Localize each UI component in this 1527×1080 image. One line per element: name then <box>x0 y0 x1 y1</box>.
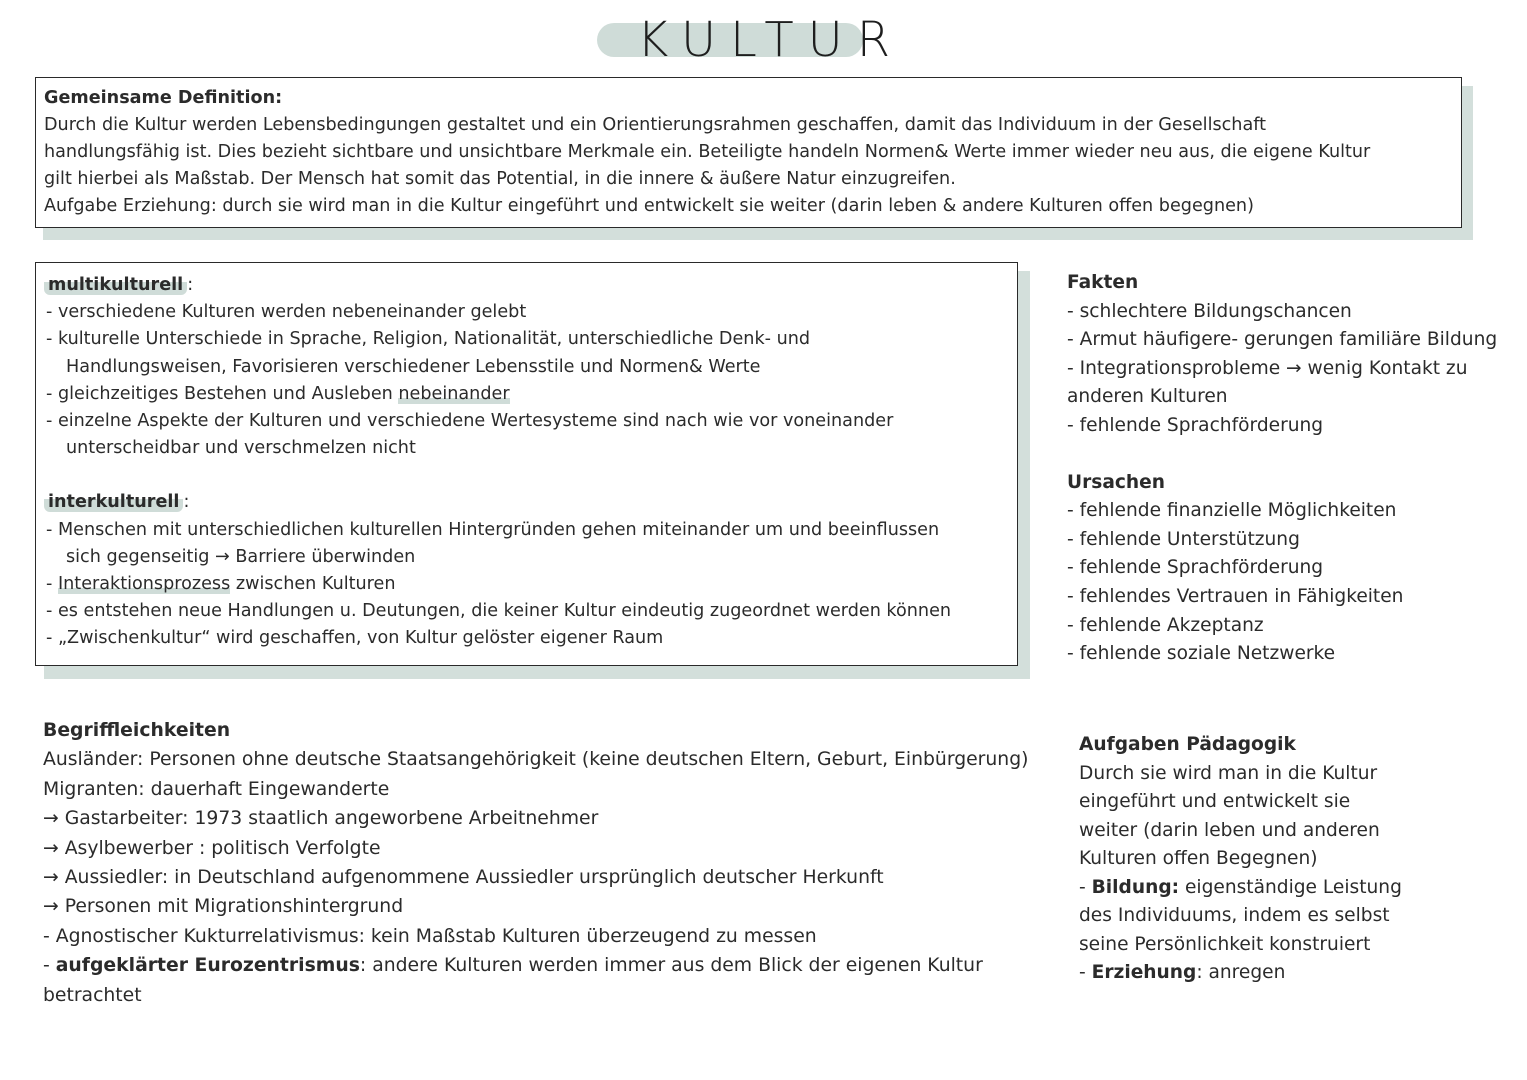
interkulturell-heading: interkulturell <box>44 492 183 512</box>
definition-line: Durch die Kultur werden Lebensbedingungen gestaltet und ein Orientierungsrahmen geschaffen, damit das Individuum in der Gesellschaft <box>44 115 1267 135</box>
bildung-term: Bildung: <box>1091 876 1180 898</box>
begriffe-line: → Asylbewerber : politisch Verfolgte <box>43 837 381 859</box>
multikulturell-heading: multikulturell <box>44 275 187 295</box>
bildung-dash: - <box>1079 876 1092 898</box>
begriffe-line: betrachtet <box>43 984 142 1006</box>
eurozentrismus-text: : andere Kulturen werden immer aus dem Blick der eigenen Kultur <box>359 955 983 977</box>
interkulturell-heading-row <box>46 489 1007 516</box>
begriffe-line: → Aussiedler: in Deutschland aufgenommene Aussiedler ursprünglich deutscher Herkunft <box>43 867 884 889</box>
multikulturell-item-cont: Handlungsweisen, Favorisieren verschiedener Lebensstile und Normen& Werte <box>66 356 761 377</box>
interkulturell-item <box>46 571 1007 598</box>
definition-line: Aufgabe Erziehung: durch sie wird man in die Kultur eingeführt und entwickelt sie weiter (darin leben & andere Kulturen offen begegnen) <box>44 196 1254 216</box>
begriffe-heading: Begriffleichkeiten <box>43 720 231 741</box>
ursachen-item: - fehlende soziale Netzwerke <box>1067 643 1336 665</box>
paedagogik-line: weiter (darin leben und anderen <box>1079 819 1380 841</box>
begriffe-line <box>43 951 1053 980</box>
begriffe-line: → Gastarbeiter: 1973 staatlich angeworbene Arbeitnehmer <box>43 808 599 830</box>
interkulturell-item: - „Zwischenkultur“ wird geschaffen, von Kultur gelöster eigener Raum <box>46 628 664 649</box>
title-container <box>0 12 1527 68</box>
paedagogik-heading: Aufgaben Pädagogik <box>1079 734 1296 755</box>
eurozentrismus-dash: - <box>43 955 56 977</box>
ursachen-item: - fehlende Sprachförderung <box>1067 557 1324 579</box>
multikulturell-heading-row <box>46 272 1007 299</box>
multi-inter-box <box>35 262 1018 666</box>
paedagogik-section <box>1079 731 1499 988</box>
multikulturell-item: - kulturelle Unterschiede in Sprache, Religion, Nationalität, unterschiedliche Denk- und <box>46 329 811 350</box>
interkulturell-colon: : <box>183 492 190 513</box>
begriffe-section <box>43 716 1053 1010</box>
interkulturell-item: - Menschen mit unterschiedlichen kulturellen Hintergründen gehen miteinander um und beeinflussen <box>46 519 940 540</box>
interaktionsprozess-highlight: Interaktionsprozess <box>57 574 231 595</box>
page-title: KULTUR <box>636 12 905 68</box>
multikulturell-item: - einzelne Aspekte der Kulturen und verschiedene Wertesysteme sind nach wie vor voneinander <box>46 411 894 432</box>
ursachen-item: - fehlende Unterstützung <box>1067 528 1300 550</box>
eurozentrismus-term: aufgeklärter Eurozentrismus <box>55 955 360 977</box>
paedagogik-line: des Individuums, indem es selbst <box>1079 905 1390 926</box>
fakten-heading: Fakten <box>1067 272 1139 293</box>
interkulturell-item: - es entstehen neue Handlungen u. Deutungen, die keiner Kultur eindeutig zugeordnet werden können <box>46 601 952 622</box>
ursachen-item: - fehlende Akzeptanz <box>1067 614 1264 636</box>
begriffe-line: Migranten: dauerhaft Eingewanderte <box>43 778 390 800</box>
fakten-item: - schlechtere Bildungschancen <box>1067 300 1352 322</box>
bildung-text: eigenständige Leistung <box>1179 876 1402 898</box>
begriffe-line: → Personen mit Migrationshintergrund <box>43 896 404 918</box>
multikulturell-item-cont: unterscheidbar und verschmelzen nicht <box>66 438 416 459</box>
definition-line: handlungsfähig ist. Dies bezieht sichtbare und unsichtbare Merkmale ein. Beteiligte handeln Normen& Werte immer wieder neu aus, die eigene Kultur <box>44 142 1371 162</box>
multikulturell-colon: : <box>187 275 194 295</box>
interkulturell-item-cont: sich gegenseitig → Barriere überwinden <box>66 546 416 567</box>
fakten-ursachen-column <box>1067 269 1517 669</box>
multikulturell-item <box>46 381 1007 408</box>
begriffe-line: - Agnostischer Kukturrelativismus: kein Maßstab Kulturen überzeugend zu messen <box>43 925 817 947</box>
multikulturell-item-text: - gleichzeitiges Bestehen und Ausleben <box>46 383 399 404</box>
definition-heading: Gemeinsame Definition: <box>44 88 283 108</box>
ursachen-item: - fehlende finanzielle Möglichkeiten <box>1067 500 1397 522</box>
interkulturell-item-text: zwischen Kulturen <box>230 574 396 595</box>
ursachen-heading: Ursachen <box>1067 471 1165 493</box>
fakten-item: anderen Kulturen <box>1067 386 1228 408</box>
erziehung-text: : anregen <box>1196 962 1286 983</box>
erziehung-term: Erziehung <box>1091 962 1197 983</box>
fakten-item: - fehlende Sprachförderung <box>1067 414 1324 436</box>
paedagogik-line <box>1079 874 1499 903</box>
multikulturell-item: - verschiedene Kulturen werden nebeneinander gelebt <box>46 302 527 323</box>
paedagogik-line: seine Persönlichkeit konstruiert <box>1079 933 1371 955</box>
definition-box <box>35 77 1462 228</box>
definition-line: gilt hierbei als Maßstab. Der Mensch hat somit das Potential, in die innere & äußere Natur einzugreifen. <box>44 169 956 189</box>
paedagogik-line: Durch sie wird man in die Kultur <box>1079 762 1378 784</box>
begriffe-line: Ausländer: Personen ohne deutsche Staatsangehörigkeit (keine deutschen Eltern, Geburt, Einbürgerung) <box>43 749 1029 771</box>
ursachen-item: - fehlendes Vertrauen in Fähigkeiten <box>1067 585 1404 607</box>
nebeinander-highlight: nebeinander <box>398 383 510 404</box>
paedagogik-line: eingeführt und entwickelt sie <box>1079 791 1351 812</box>
paedagogik-line: Kulturen offen Begegnen) <box>1079 848 1318 869</box>
fakten-item: - Armut häufigere- gerungen familiäre Bildung <box>1067 329 1498 351</box>
paedagogik-line <box>1079 959 1499 988</box>
fakten-item: - Integrationsprobleme → wenig Kontakt zu <box>1067 357 1468 379</box>
interkulturell-dash: - <box>46 574 58 595</box>
erziehung-dash: - <box>1079 962 1092 983</box>
